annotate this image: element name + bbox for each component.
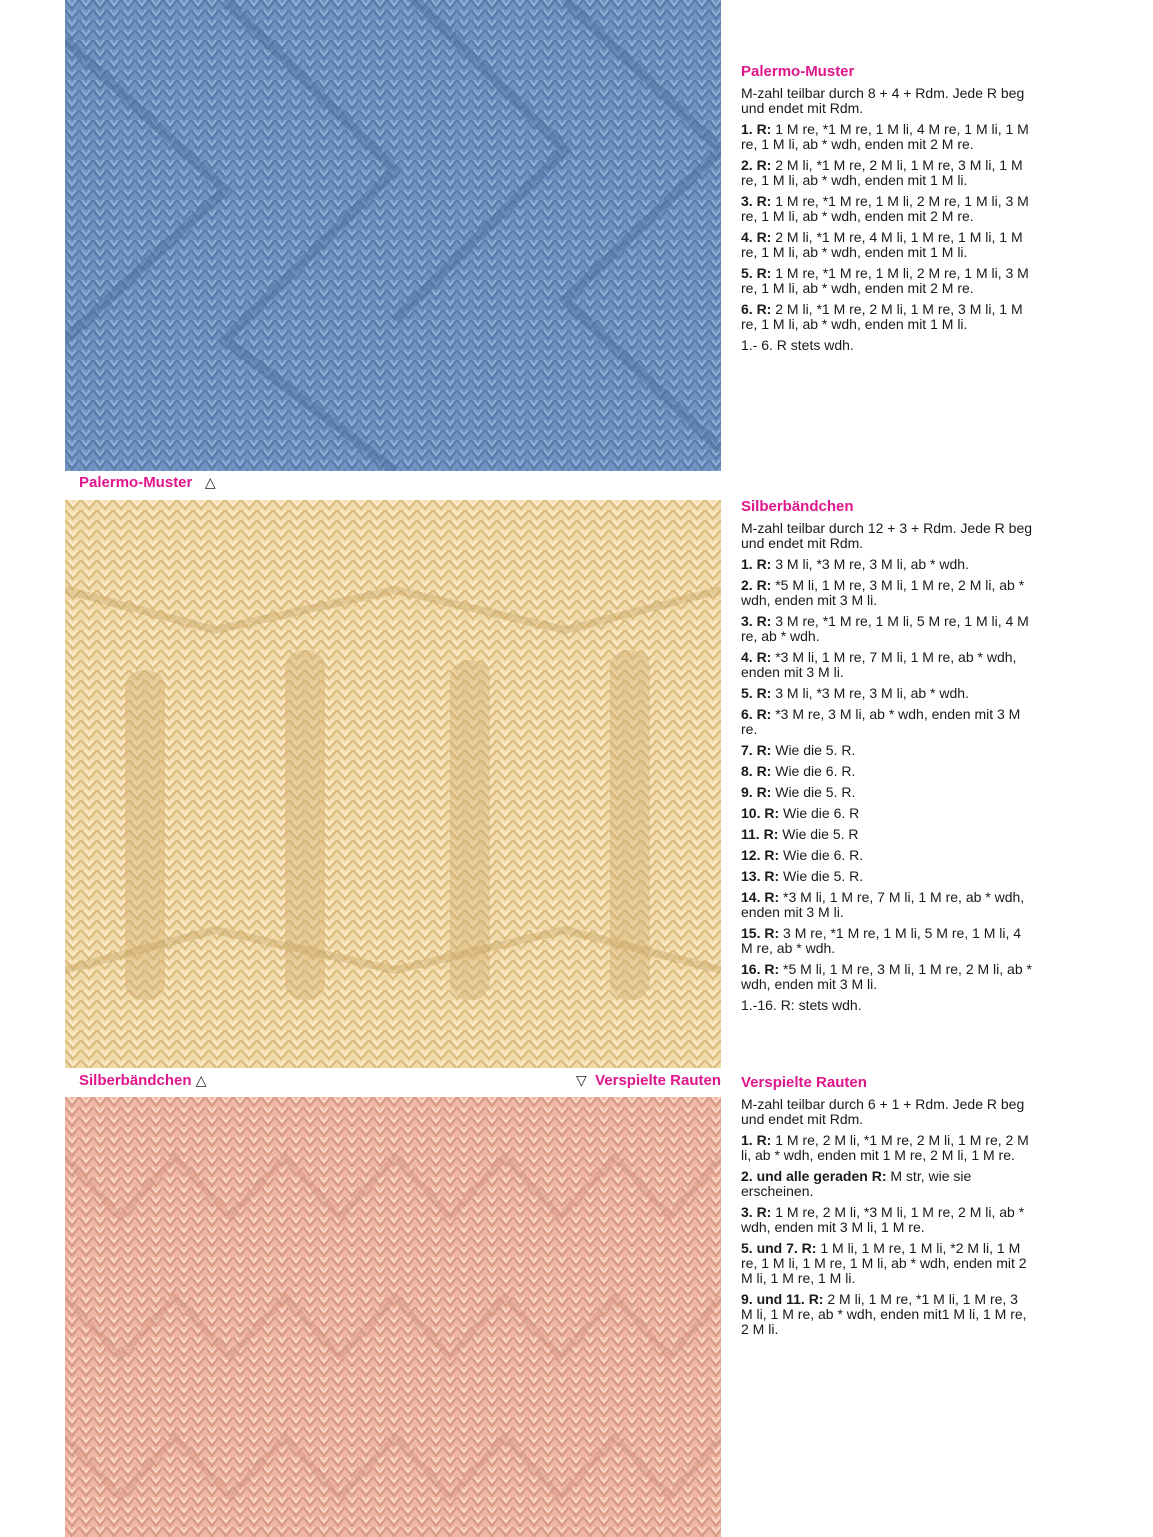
triangle-up-icon: △ [204, 474, 216, 490]
triangle-down-icon: ▽ [575, 1072, 587, 1088]
instruction-row: 9. und 11. R: 2 M li, 1 M re, *1 M li, 1 M re, 3 M li, 1 M re, ab * wdh, enden mit1 M li, 1 M re, 2 M li. [741, 1291, 1027, 1337]
instruction-row: 11. R: Wie die 5. R [741, 826, 859, 842]
silberbaendchen-caption: Silberbändchen △ [79, 1072, 207, 1089]
instruction-row: 14. R: *3 M li, 1 M re, 7 M li, 1 M re, ab * wdh, enden mit 3 M li. [741, 889, 1025, 920]
palermo-swatch-photo [65, 0, 721, 471]
instruction-row: 4. R: 2 M li, *1 M re, 4 M li, 1 M re, 1 M li, 1 M re, 1 M li, ab * wdh, enden mit 1 M li. [741, 229, 1023, 260]
instruction-row: 6. R: 2 M li, *1 M re, 2 M li, 1 M re, 3 M li, 1 M re, 1 M li, ab * wdh, enden mit 1 M li. [741, 301, 1023, 332]
verspielte-rauten-intro: M-zahl teilbar durch 6 + 1 + Rdm. Jede R beg und endet mit Rdm. [741, 1096, 1025, 1127]
instruction-row: 12. R: Wie die 6. R. [741, 847, 864, 863]
instruction-row: 6. R: *3 M re, 3 M li, ab * wdh, enden mit 3 M re. [741, 706, 1021, 737]
palermo-repeat-note: 1.- 6. R stets wdh. [741, 337, 854, 353]
instruction-row: 5. R: 1 M re, *1 M re, 1 M li, 2 M re, 1 M li, 3 M re, 1 M li, ab * wdh, enden mit 2 M re. [741, 265, 1029, 296]
instruction-row: 7. R: Wie die 5. R. [741, 742, 856, 758]
instruction-row: 9. R: Wie die 5. R. [741, 784, 856, 800]
palermo-instructions [741, 63, 1033, 359]
palermo-heading: Palermo-Muster [741, 63, 855, 80]
instruction-row: 5. und 7. R: 1 M li, 1 M re, 1 M li, *2 M li, 1 M re, 1 M li, 1 M re, 1 M li, ab * wdh, enden mit 2 M li, 1 M re, 1 M li. [741, 1240, 1027, 1286]
silberbaendchen-repeat-note: 1.-16. R: stets wdh. [741, 997, 862, 1013]
silberbaendchen-instructions [741, 498, 1033, 1019]
instruction-row: 2. R: 2 M li, *1 M re, 2 M li, 1 M re, 3 M li, 1 M re, 1 M li, ab * wdh, enden mit 1 M li. [741, 157, 1023, 188]
instruction-row: 1. R: 1 M re, *1 M re, 1 M li, 4 M re, 1 M li, 1 M re, 1 M li, ab * wdh, enden mit 2 M re. [741, 121, 1029, 152]
instruction-row: 3. R: 3 M re, *1 M re, 1 M li, 5 M re, 1 M li, 4 M re, ab * wdh. [741, 613, 1029, 644]
instruction-row: 2. R: *5 M li, 1 M re, 3 M li, 1 M re, 2 M li, ab * wdh, enden mit 3 M li. [741, 577, 1025, 608]
triangle-up-icon: △ [195, 1072, 207, 1088]
verspielte-rauten-instructions [741, 1074, 1033, 1343]
verspielte-rauten-heading: Verspielte Rauten [741, 1074, 867, 1091]
instruction-row: 1. R: 1 M re, 2 M li, *1 M re, 2 M li, 1 M re, 2 M li, ab * wdh, enden mit 1 M re, 2 M li, 1 M re. [741, 1132, 1029, 1163]
instruction-row: 5. R: 3 M li, *3 M re, 3 M li, ab * wdh. [741, 685, 969, 701]
instruction-row: 3. R: 1 M re, *1 M re, 1 M li, 2 M re, 1 M li, 3 M re, 1 M li, ab * wdh, enden mit 2 M re. [741, 193, 1029, 224]
instruction-row: 4. R: *3 M li, 1 M re, 7 M li, 1 M re, ab * wdh, enden mit 3 M li. [741, 649, 1017, 680]
verspielte-rauten-swatch-photo [65, 1097, 721, 1537]
instruction-row: 10. R: Wie die 6. R [741, 805, 860, 821]
instruction-row: 13. R: Wie die 5. R. [741, 868, 864, 884]
instruction-row: 16. R: *5 M li, 1 M re, 3 M li, 1 M re, 2 M li, ab * wdh, enden mit 3 M li. [741, 961, 1032, 992]
instruction-row: 15. R: 3 M re, *1 M re, 1 M li, 5 M re, 1 M li, 4 M re, ab * wdh. [741, 925, 1022, 956]
silberbaendchen-swatch-photo [65, 500, 721, 1068]
instruction-row: 2. und alle geraden R: M str, wie sie erscheinen. [741, 1168, 972, 1199]
silberbaendchen-intro: M-zahl teilbar durch 12 + 3 + Rdm. Jede R beg und endet mit Rdm. [741, 520, 1033, 551]
instruction-row: 3. R: 1 M re, 2 M li, *3 M li, 1 M re, 2 M li, ab * wdh, enden mit 3 M li, 1 M re. [741, 1204, 1025, 1235]
instruction-row: 1. R: 3 M li, *3 M re, 3 M li, ab * wdh. [741, 556, 969, 572]
silberbaendchen-heading: Silberbändchen [741, 498, 854, 515]
palermo-caption: Palermo-Muster △ [79, 474, 216, 491]
palermo-intro: M-zahl teilbar durch 8 + 4 + Rdm. Jede R beg und endet mit Rdm. [741, 85, 1025, 116]
instruction-row: 8. R: Wie die 6. R. [741, 763, 856, 779]
verspielte-rauten-caption: ▽ Verspielte Rauten [575, 1072, 721, 1089]
